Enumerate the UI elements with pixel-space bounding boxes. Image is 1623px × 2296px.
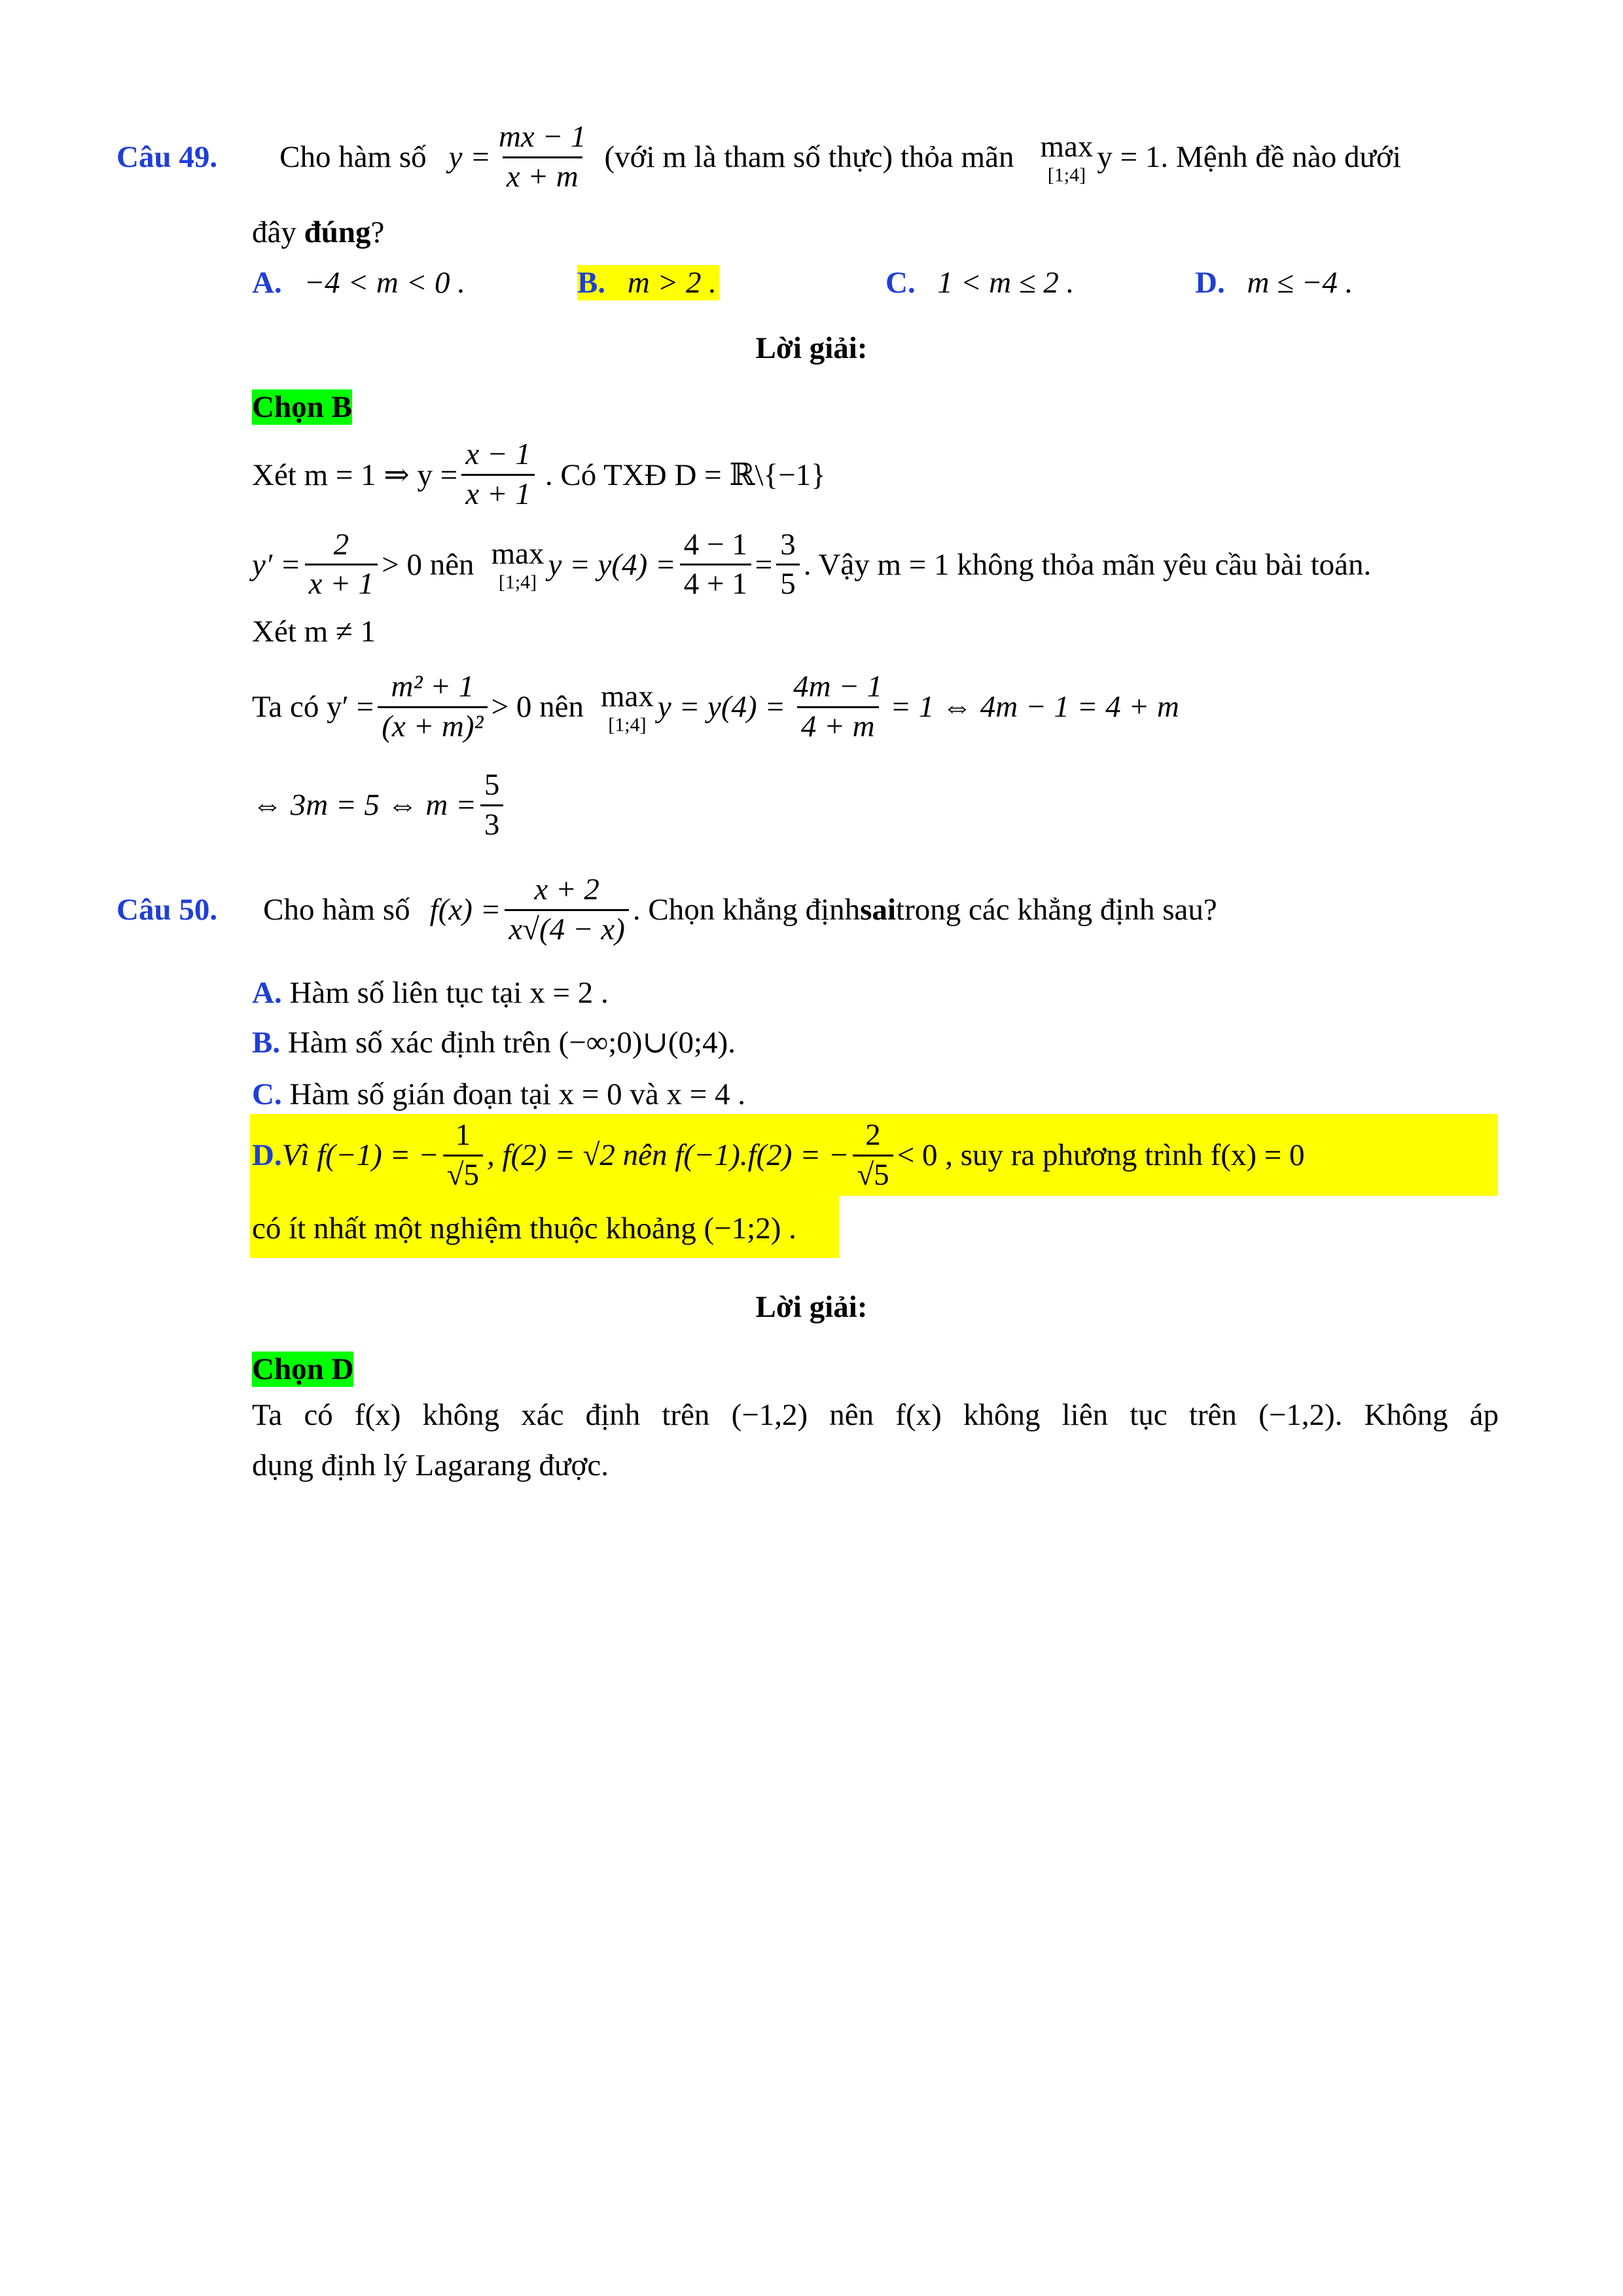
q49-func-lhs: y = xyxy=(448,140,491,174)
q50-option-b xyxy=(252,1024,736,1060)
q49-option-c-text: 1 < m ≤ 2 . xyxy=(937,266,1075,300)
q49-option-a-letter: A. xyxy=(252,266,282,300)
q49-step4-max-word: max xyxy=(600,679,654,713)
q50-option-a-letter: A. xyxy=(252,976,282,1010)
q49-step2 xyxy=(252,520,1371,609)
q50-option-c xyxy=(252,1077,745,1112)
q49-step4-b: > 0 nên xyxy=(491,690,584,724)
q50-option-d-numerator1: 1 xyxy=(455,1118,471,1153)
q49-option-c xyxy=(885,265,1074,300)
q49-stem-line2-c: ? xyxy=(370,215,385,249)
q49-step2-fraction3 xyxy=(776,529,800,601)
q49-option-b-text: m > 2 . xyxy=(627,266,717,300)
q49-step1-denominator: x + 1 xyxy=(461,474,535,511)
q49-step2-max-subscript: [1;4] xyxy=(498,571,537,593)
q49-step2-max-word: max xyxy=(491,537,544,571)
q50-func-fraction xyxy=(505,874,629,946)
q50-option-d-fraction2 xyxy=(853,1119,893,1191)
q49-choice: Chọn B xyxy=(252,390,352,424)
q49-step2-b: > 0 nên xyxy=(382,547,474,582)
q49-step5 xyxy=(252,762,507,848)
q50-option-b-letter: B. xyxy=(252,1026,281,1060)
q49-step5-denominator: 3 xyxy=(480,804,504,841)
q50-option-c-text: Hàm số gián đoạn tại x = 0 và x = 4 . xyxy=(281,1077,745,1111)
q50-option-d-a: Vì f(−1) = − xyxy=(281,1138,439,1172)
q49-option-a xyxy=(252,265,465,300)
q49-step4-max-subscript: [1;4] xyxy=(608,713,647,736)
q49-step2-c: y = y(4) = xyxy=(548,547,676,582)
q49-step3: Xét m ≠ 1 xyxy=(252,615,376,649)
q49-step2-fraction2 xyxy=(680,529,751,601)
q49-step4-a: Ta có y′ = xyxy=(252,690,374,724)
q49-option-c-letter: C. xyxy=(885,266,916,300)
q49-step1-numerator: x − 1 xyxy=(465,437,531,472)
q50-option-d-denominator1: √5 xyxy=(443,1155,483,1191)
q49-step2-max xyxy=(491,536,544,593)
q49-func-numerator: mx − 1 xyxy=(498,120,586,154)
q49-option-b-letter: B. xyxy=(577,266,606,300)
q49-step2-numerator2: 4 − 1 xyxy=(683,527,747,562)
q50-intro: Cho hàm số xyxy=(263,893,410,927)
q50-option-a-text: Hàm số liên tục tại x = 2 . xyxy=(281,976,609,1010)
q50-option-d xyxy=(252,1116,1305,1194)
q50-stem-bold: sai xyxy=(860,893,897,927)
q49-stem-line1 xyxy=(116,121,1401,193)
q49-step2-denominator3: 5 xyxy=(776,564,800,600)
q50-func-denominator: x√(4 − x) xyxy=(505,909,629,946)
q49-step5-a: ⇔ 3m = 5 ⇔ m = xyxy=(252,788,476,822)
q49-step2-eq: = xyxy=(755,547,773,582)
q49-step4-fraction xyxy=(378,671,487,743)
q49-step4-d: = 1 ⇔ 4m − 1 = 4 + m xyxy=(890,690,1179,724)
q49-step1-b: . Có TXĐ D = ℝ\{−1} xyxy=(544,457,826,492)
q49-step2-numerator3: 3 xyxy=(780,527,796,562)
q49-stem-mid: (với m là tham số thực) thỏa mãn xyxy=(604,140,1014,174)
q49-step2-denominator: x + 1 xyxy=(305,564,378,600)
q50-func-numerator: x + 2 xyxy=(534,872,599,907)
q49-step1-a: Xét m = 1 ⇒ y = xyxy=(252,457,458,492)
q49-option-d xyxy=(1195,265,1353,300)
q50-option-a xyxy=(252,975,609,1011)
q49-func-fraction xyxy=(495,121,590,193)
q49-option-a-text: −4 < m < 0 . xyxy=(304,266,466,300)
q49-max-subscript: [1;4] xyxy=(1047,164,1086,186)
q49-option-d-letter: D. xyxy=(1195,266,1225,300)
q50-choice: Chọn D xyxy=(252,1352,354,1386)
q50-solution-line1: Ta có f(x) không xác định trên (−1,2) nên f(x) không liên tục trên (−1,2). Không áp xyxy=(252,1398,1499,1432)
q49-label: Câu 49. xyxy=(116,140,218,174)
q50-option-d-b: , f(2) = √2 nên f(−1).f(2) = − xyxy=(487,1138,849,1172)
q49-step1 xyxy=(252,432,826,517)
q50-stem-c: trong các khẳng định sau? xyxy=(896,893,1217,927)
q49-stem-line2-a: đây xyxy=(252,215,304,249)
q49-max-word: max xyxy=(1040,129,1094,164)
q49-step4-c: y = y(4) = xyxy=(657,690,786,724)
q49-option-b xyxy=(577,265,719,300)
q50-option-b-text: Hàm số xác định trên (−∞;0)∪(0;4). xyxy=(280,1026,736,1060)
q49-step2-numerator: 2 xyxy=(333,527,349,562)
q49-step4-denominator: (x + m)² xyxy=(378,706,487,743)
q49-step2-d: . Vậy m = 1 không thỏa mãn yêu cầu bài toán. xyxy=(803,547,1372,582)
q50-option-d-line2: có ít nhất một nghiệm thuộc khoảng (−1;2) . xyxy=(252,1211,796,1246)
q49-step2-denominator2: 4 + 1 xyxy=(680,564,751,600)
q50-stem xyxy=(116,867,1217,952)
q50-option-d-c: < 0 , suy ra phương trình f(x) = 0 xyxy=(897,1138,1305,1172)
q49-func-denominator: x + m xyxy=(503,156,582,193)
q50-solution-line2: dụng định lý Lagarang được. xyxy=(252,1448,609,1482)
q50-func-lhs: f(x) = xyxy=(429,893,501,927)
q50-option-c-letter: C. xyxy=(252,1077,282,1111)
q49-stem-line2-bold: đúng xyxy=(304,215,371,249)
q50-label: Câu 50. xyxy=(116,893,218,927)
q49-step5-fraction xyxy=(480,769,504,841)
q49-max-operator xyxy=(1040,129,1093,186)
q50-option-d-letter: D. xyxy=(252,1138,282,1172)
q50-stem-a: . Chọn khẳng định xyxy=(632,893,861,927)
q49-step4 xyxy=(252,658,1179,756)
q49-intro: Cho hàm số xyxy=(279,140,427,174)
q49-step1-fraction xyxy=(461,439,535,511)
q49-max-rhs: y = 1. Mệnh đề nào dưới xyxy=(1097,140,1401,174)
q49-solution-title: Lời giải: xyxy=(755,331,868,365)
q49-step4-numerator: m² + 1 xyxy=(391,670,474,704)
q49-step2-fraction xyxy=(305,529,378,601)
q49-stem-line2 xyxy=(252,215,384,250)
q49-option-d-text: m ≤ −4 . xyxy=(1247,266,1353,300)
q49-step2-a: y′ = xyxy=(252,547,301,582)
q49-step4-denominator2: 4 + m xyxy=(797,706,879,743)
q49-step5-numerator: 5 xyxy=(484,768,500,802)
q50-option-d-fraction1 xyxy=(443,1119,483,1191)
q50-option-d-denominator2: √5 xyxy=(853,1155,893,1191)
q49-step4-max xyxy=(601,679,654,736)
q50-solution-title: Lời giải: xyxy=(755,1290,868,1324)
q49-step4-fraction2 xyxy=(789,671,886,743)
q50-option-d-numerator2: 2 xyxy=(865,1118,881,1153)
q49-step4-numerator2: 4m − 1 xyxy=(793,670,883,704)
